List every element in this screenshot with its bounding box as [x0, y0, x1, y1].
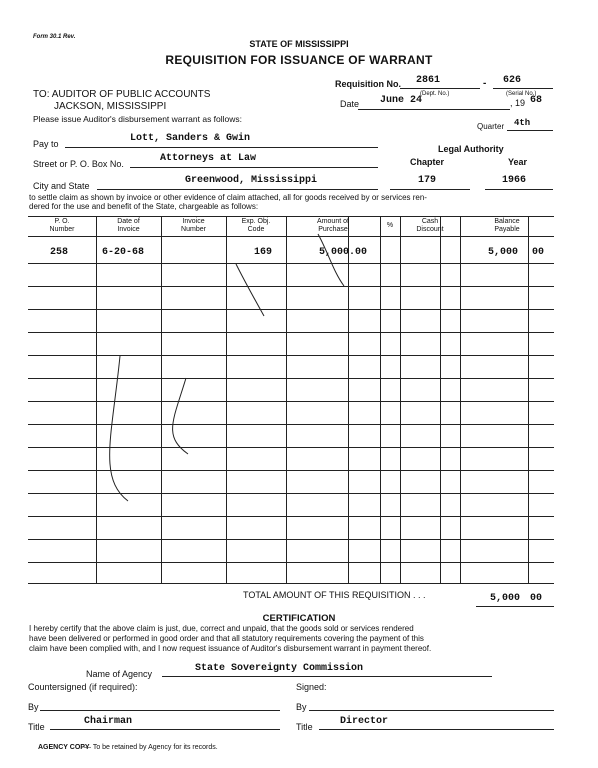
serial-no-caption: (Serial No.): [506, 91, 537, 97]
header-po-number: P. O. Number: [49, 218, 75, 233]
ink-stroke: [173, 378, 188, 454]
year-value: 68: [530, 95, 543, 106]
to-jackson: JACKSON, MISSISSIPPI: [54, 101, 167, 112]
street-label: Street or P. O. Box No.: [33, 159, 124, 169]
pay-to-value: Lott, Sanders & Gwin: [130, 133, 251, 144]
form-number: Form 30.1 Rev.: [33, 34, 76, 40]
city-value: Greenwood, Mississippi: [185, 175, 318, 186]
title-label-right: Title: [296, 722, 313, 732]
by-line-right: [309, 699, 554, 711]
state-heading: STATE OF MISSISSIPPI: [249, 39, 349, 49]
requisition-dash: -: [483, 78, 487, 89]
agency-name-label: Name of Agency: [86, 669, 153, 679]
requisition-label: Requisition No.: [335, 79, 401, 89]
ink-stroke: [236, 264, 264, 316]
row-amount: 5,000.00: [319, 247, 368, 258]
header-percent: %: [386, 222, 394, 229]
total-label: TOTAL AMOUNT OF THIS REQUISITION . . .: [243, 590, 426, 600]
settle-text-2: dered for the use and benefit of the State, chargeable as follows:: [29, 202, 259, 211]
header-exp-code: Exp. Obj. Code: [241, 218, 271, 233]
ink-stroke: [318, 234, 344, 286]
countersigned-label: Countersigned (if required):: [28, 682, 138, 692]
agency-name-value: State Sovereignty Commission: [195, 663, 364, 674]
city-label: City and State: [33, 181, 90, 191]
by-line-left: [40, 699, 280, 711]
chapter-label: Chapter: [410, 157, 445, 167]
signed-label: Signed:: [296, 682, 327, 692]
legal-year-value: 1966: [502, 175, 527, 186]
claims-table: [28, 216, 554, 606]
row-balance-dollars: 5,000: [488, 247, 519, 258]
title-value-left: Chairman: [84, 716, 133, 727]
date-label: Date: [340, 99, 360, 109]
title-label-left: Title: [28, 722, 45, 732]
street-value: Attorneys at Law: [160, 153, 257, 164]
dept-no-caption: (Dept. No.): [420, 91, 450, 97]
title-value-right: Director: [340, 716, 389, 727]
by-label-left: By: [28, 702, 39, 712]
header-cash-discount: Cash Discount: [416, 218, 444, 233]
please-issue: Please issue Auditor's disbursement warrant as follows:: [33, 114, 243, 124]
dept-no-value: 2861: [416, 75, 441, 86]
header-balance: Balance Payable: [494, 218, 520, 233]
certification-line-1: I hereby certify that the above claim is just, due, correct and unpaid, that the goods sold or services rendered: [29, 624, 414, 633]
handwritten-marks: [28, 216, 554, 583]
header-amount: Amount of Purchase: [317, 218, 349, 233]
agency-copy-label: AGENCY COPY: [38, 744, 90, 751]
table-rule: [28, 583, 554, 584]
certification-title: CERTIFICATION: [262, 613, 336, 624]
chapter-value: 179: [418, 175, 437, 186]
quarter-value: 4th: [514, 118, 531, 128]
ink-stroke: [110, 356, 128, 501]
form-title: REQUISITION FOR ISSUANCE OF WARRANT: [165, 53, 433, 67]
serial-no-line: [493, 77, 553, 89]
pay-to-label: Pay to: [33, 139, 59, 149]
header-invoice-date: Date of Invoice: [117, 218, 140, 233]
header-invoice-number: Invoice Number: [181, 218, 206, 233]
row-balance-cents: 00: [532, 247, 545, 258]
settle-text-1: to settle claim as shown by invoice or other evidence of claim attached, all for goods received by or services ren-: [29, 193, 427, 202]
year-prefix: , 19: [510, 98, 526, 108]
certification-line-3: claim have been complied with, and I now request issuance of Auditor's disbursement warrant in payment thereof.: [29, 644, 432, 653]
row-po-number: 258: [50, 247, 69, 258]
legal-year-label: Year: [508, 157, 528, 167]
total-dollars: 5,000: [490, 593, 521, 604]
by-label-right: By: [296, 702, 307, 712]
to-auditor: TO: AUDITOR OF PUBLIC ACCOUNTS: [33, 89, 211, 100]
quarter-label: Quarter: [477, 122, 505, 131]
legal-authority-title: Legal Authority: [438, 144, 504, 154]
certification-line-2: have been delivered or performed in good order and that all statutory requirements covering the payment of this: [29, 634, 424, 643]
row-exp-code: 169: [254, 247, 273, 258]
agency-copy-text: — To be retained by Agency for its records.: [84, 744, 218, 751]
row-invoice-date: 6-20-68: [102, 247, 145, 258]
date-value: June 24: [380, 95, 423, 106]
serial-no-value: 626: [503, 75, 522, 86]
total-cents: 00: [530, 593, 543, 604]
